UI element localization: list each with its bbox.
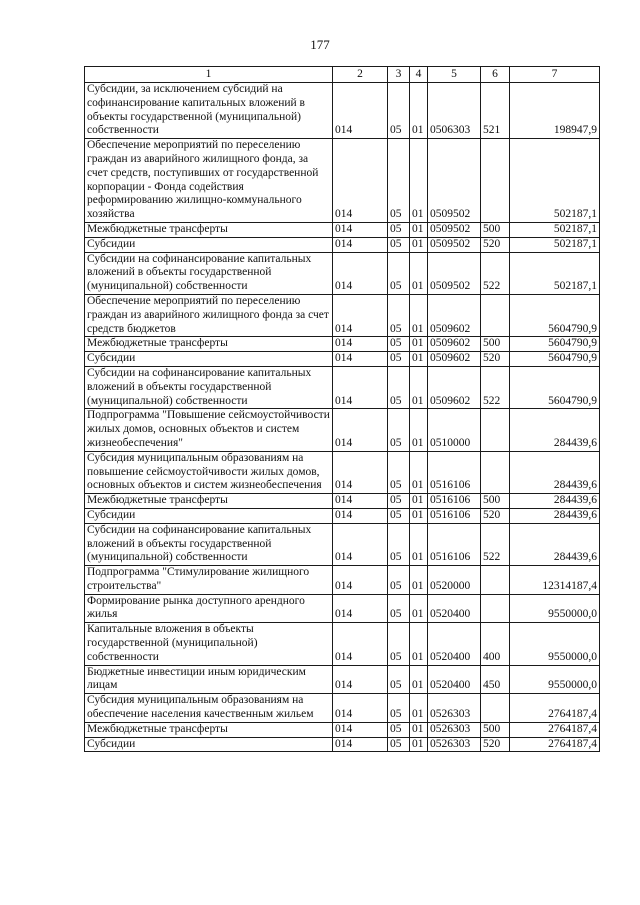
row-name: Подпрограмма "Повышение сейсмоустойчивости жилых домов, основных объектов и систем жизнеобеспечения"	[85, 409, 333, 451]
row-code-ministry: 014	[333, 508, 388, 523]
row-code-expense-type	[481, 139, 510, 223]
column-header: 6	[481, 67, 510, 83]
row-code-expense-type: 500	[481, 494, 510, 509]
row-name: Обеспечение мероприятий по переселению граждан из аварийного жилищного фонда за счет средств бюджетов	[85, 294, 333, 336]
row-code-section: 05	[388, 451, 410, 493]
column-header: 5	[428, 67, 481, 83]
row-amount: 2764187,4	[510, 722, 600, 737]
row-code-expense-type: 450	[481, 665, 510, 694]
row-code-expense-type	[481, 294, 510, 336]
row-code-target: 0509602	[428, 337, 481, 352]
table-row	[85, 352, 600, 367]
row-code-target: 0526303	[428, 722, 481, 737]
row-amount: 5604790,9	[510, 294, 600, 336]
row-code-section: 05	[388, 623, 410, 665]
row-code-ministry: 014	[333, 737, 388, 752]
row-code-subsection: 01	[410, 566, 428, 595]
row-code-ministry: 014	[333, 222, 388, 237]
row-code-section: 05	[388, 222, 410, 237]
row-code-expense-type: 500	[481, 337, 510, 352]
row-name: Субсидии	[85, 737, 333, 752]
row-code-section: 05	[388, 523, 410, 565]
row-code-section: 05	[388, 737, 410, 752]
row-code-expense-type: 400	[481, 623, 510, 665]
row-code-target: 0509502	[428, 139, 481, 223]
row-code-ministry: 014	[333, 366, 388, 408]
row-code-subsection: 01	[410, 222, 428, 237]
row-code-target: 0509602	[428, 294, 481, 336]
table-row	[85, 294, 600, 336]
row-amount: 502187,1	[510, 252, 600, 294]
row-code-subsection: 01	[410, 494, 428, 509]
row-code-ministry: 014	[333, 523, 388, 565]
row-code-target: 0520400	[428, 623, 481, 665]
row-name: Субсидии на софинансирование капитальных вложений в объекты государственной (муниципальной) собственности	[85, 252, 333, 294]
row-code-expense-type	[481, 409, 510, 451]
row-code-expense-type: 500	[481, 722, 510, 737]
table-row	[85, 623, 600, 665]
row-code-target: 0516106	[428, 451, 481, 493]
column-header: 7	[510, 67, 600, 83]
row-code-ministry: 014	[333, 594, 388, 623]
row-amount: 502187,1	[510, 222, 600, 237]
row-code-target: 0509502	[428, 237, 481, 252]
row-code-subsection: 01	[410, 237, 428, 252]
table-row	[85, 566, 600, 595]
row-code-target: 0509502	[428, 222, 481, 237]
table-body	[85, 83, 600, 752]
row-code-ministry: 014	[333, 139, 388, 223]
row-amount: 12314187,4	[510, 566, 600, 595]
row-name: Субсидии, за исключением субсидий на софинансирование капитальных вложений в объекты государственной (муниципальной) собственности	[85, 83, 333, 139]
row-code-subsection: 01	[410, 294, 428, 336]
row-code-ministry: 014	[333, 83, 388, 139]
row-code-target: 0516106	[428, 523, 481, 565]
row-code-target: 0516106	[428, 508, 481, 523]
row-code-target: 0510000	[428, 409, 481, 451]
row-code-section: 05	[388, 494, 410, 509]
row-code-ministry: 014	[333, 494, 388, 509]
row-code-section: 05	[388, 366, 410, 408]
row-code-subsection: 01	[410, 594, 428, 623]
row-name: Субсидия муниципальным образованиям на повышение сейсмоустойчивости жилых домов, основных объектов и систем жизнеобеспечения	[85, 451, 333, 493]
row-code-section: 05	[388, 594, 410, 623]
row-code-ministry: 014	[333, 566, 388, 595]
row-code-ministry: 014	[333, 294, 388, 336]
table-row	[85, 594, 600, 623]
row-code-section: 05	[388, 508, 410, 523]
column-header: 3	[388, 67, 410, 83]
row-amount: 5604790,9	[510, 337, 600, 352]
row-amount: 284439,6	[510, 508, 600, 523]
row-code-target: 0520400	[428, 594, 481, 623]
row-code-expense-type: 520	[481, 737, 510, 752]
row-code-target: 0506303	[428, 83, 481, 139]
budget-table	[84, 66, 600, 752]
row-code-section: 05	[388, 252, 410, 294]
row-amount: 2764187,4	[510, 694, 600, 723]
row-code-expense-type: 522	[481, 523, 510, 565]
row-name: Межбюджетные трансферты	[85, 337, 333, 352]
row-amount: 5604790,9	[510, 352, 600, 367]
table-row	[85, 451, 600, 493]
row-amount: 502187,1	[510, 237, 600, 252]
table-row	[85, 237, 600, 252]
row-code-expense-type: 520	[481, 237, 510, 252]
table-row	[85, 337, 600, 352]
row-code-section: 05	[388, 409, 410, 451]
header-row	[85, 67, 600, 83]
row-code-subsection: 01	[410, 252, 428, 294]
row-code-target: 0516106	[428, 494, 481, 509]
column-header: 1	[85, 67, 333, 83]
row-code-section: 05	[388, 237, 410, 252]
row-amount: 5604790,9	[510, 366, 600, 408]
row-code-target: 0509502	[428, 252, 481, 294]
row-amount: 9550000,0	[510, 665, 600, 694]
row-code-section: 05	[388, 83, 410, 139]
table-row	[85, 665, 600, 694]
column-header: 2	[333, 67, 388, 83]
row-code-subsection: 01	[410, 139, 428, 223]
table-row	[85, 409, 600, 451]
row-code-target: 0509602	[428, 366, 481, 408]
table-row	[85, 694, 600, 723]
row-code-subsection: 01	[410, 451, 428, 493]
row-code-section: 05	[388, 139, 410, 223]
row-amount: 502187,1	[510, 139, 600, 223]
row-code-ministry: 014	[333, 451, 388, 493]
row-code-subsection: 01	[410, 623, 428, 665]
row-name: Субсидии на софинансирование капитальных вложений в объекты государственной (муниципальной) собственности	[85, 366, 333, 408]
row-code-expense-type: 522	[481, 252, 510, 294]
row-amount: 284439,6	[510, 409, 600, 451]
row-amount: 284439,6	[510, 523, 600, 565]
row-code-subsection: 01	[410, 83, 428, 139]
row-code-section: 05	[388, 294, 410, 336]
row-amount: 2764187,4	[510, 737, 600, 752]
row-code-ministry: 014	[333, 623, 388, 665]
table-row	[85, 222, 600, 237]
row-code-expense-type	[481, 594, 510, 623]
table-row	[85, 508, 600, 523]
row-code-subsection: 01	[410, 523, 428, 565]
row-code-section: 05	[388, 352, 410, 367]
row-name: Субсидии	[85, 237, 333, 252]
row-code-ministry: 014	[333, 352, 388, 367]
row-name: Субсидии	[85, 352, 333, 367]
row-code-subsection: 01	[410, 722, 428, 737]
row-code-target: 0520400	[428, 665, 481, 694]
row-name: Субсидия муниципальным образованиям на обеспечение населения качественным жильем	[85, 694, 333, 723]
row-name: Капитальные вложения в объекты государственной (муниципальной) собственности	[85, 623, 333, 665]
row-amount: 284439,6	[510, 451, 600, 493]
row-name: Подпрограмма "Стимулирование жилищного строительства"	[85, 566, 333, 595]
table-row	[85, 83, 600, 139]
row-code-section: 05	[388, 566, 410, 595]
row-code-section: 05	[388, 694, 410, 723]
row-code-ministry: 014	[333, 409, 388, 451]
page-number: 177	[310, 37, 330, 52]
row-code-ministry: 014	[333, 722, 388, 737]
row-code-subsection: 01	[410, 366, 428, 408]
table-row	[85, 722, 600, 737]
row-code-ministry: 014	[333, 252, 388, 294]
row-code-ministry: 014	[333, 665, 388, 694]
row-code-ministry: 014	[333, 237, 388, 252]
row-code-target: 0520000	[428, 566, 481, 595]
row-code-expense-type	[481, 694, 510, 723]
row-code-subsection: 01	[410, 409, 428, 451]
row-code-target: 0509602	[428, 352, 481, 367]
row-code-subsection: 01	[410, 352, 428, 367]
row-code-expense-type: 521	[481, 83, 510, 139]
row-name: Межбюджетные трансферты	[85, 494, 333, 509]
table-row	[85, 366, 600, 408]
table-row	[85, 523, 600, 565]
row-code-section: 05	[388, 722, 410, 737]
row-amount: 198947,9	[510, 83, 600, 139]
table-row	[85, 252, 600, 294]
row-amount: 9550000,0	[510, 623, 600, 665]
row-code-expense-type: 500	[481, 222, 510, 237]
row-code-expense-type	[481, 566, 510, 595]
row-name: Обеспечение мероприятий по переселению граждан из аварийного жилищного фонда, за счет средств, поступивших от государственной корпорации - Фонда содействия реформированию жилищно-коммунального хозяйства	[85, 139, 333, 223]
row-code-expense-type: 522	[481, 366, 510, 408]
row-name: Бюджетные инвестиции иным юридическим лицам	[85, 665, 333, 694]
row-amount: 9550000,0	[510, 594, 600, 623]
row-name: Межбюджетные трансферты	[85, 722, 333, 737]
row-code-subsection: 01	[410, 337, 428, 352]
table-header	[85, 67, 600, 83]
row-code-expense-type: 520	[481, 508, 510, 523]
row-code-subsection: 01	[410, 508, 428, 523]
row-code-ministry: 014	[333, 694, 388, 723]
row-code-ministry: 014	[333, 337, 388, 352]
row-code-section: 05	[388, 337, 410, 352]
table-row	[85, 737, 600, 752]
table-row	[85, 139, 600, 223]
row-name: Межбюджетные трансферты	[85, 222, 333, 237]
column-header: 4	[410, 67, 428, 83]
row-name: Формирование рынка доступного арендного жилья	[85, 594, 333, 623]
row-code-target: 0526303	[428, 737, 481, 752]
row-amount: 284439,6	[510, 494, 600, 509]
row-code-subsection: 01	[410, 737, 428, 752]
row-code-expense-type: 520	[481, 352, 510, 367]
row-code-section: 05	[388, 665, 410, 694]
row-code-subsection: 01	[410, 694, 428, 723]
row-name: Субсидии на софинансирование капитальных вложений в объекты государственной (муниципальной) собственности	[85, 523, 333, 565]
row-code-expense-type	[481, 451, 510, 493]
row-code-target: 0526303	[428, 694, 481, 723]
table-row	[85, 494, 600, 509]
row-code-subsection: 01	[410, 665, 428, 694]
row-name: Субсидии	[85, 508, 333, 523]
